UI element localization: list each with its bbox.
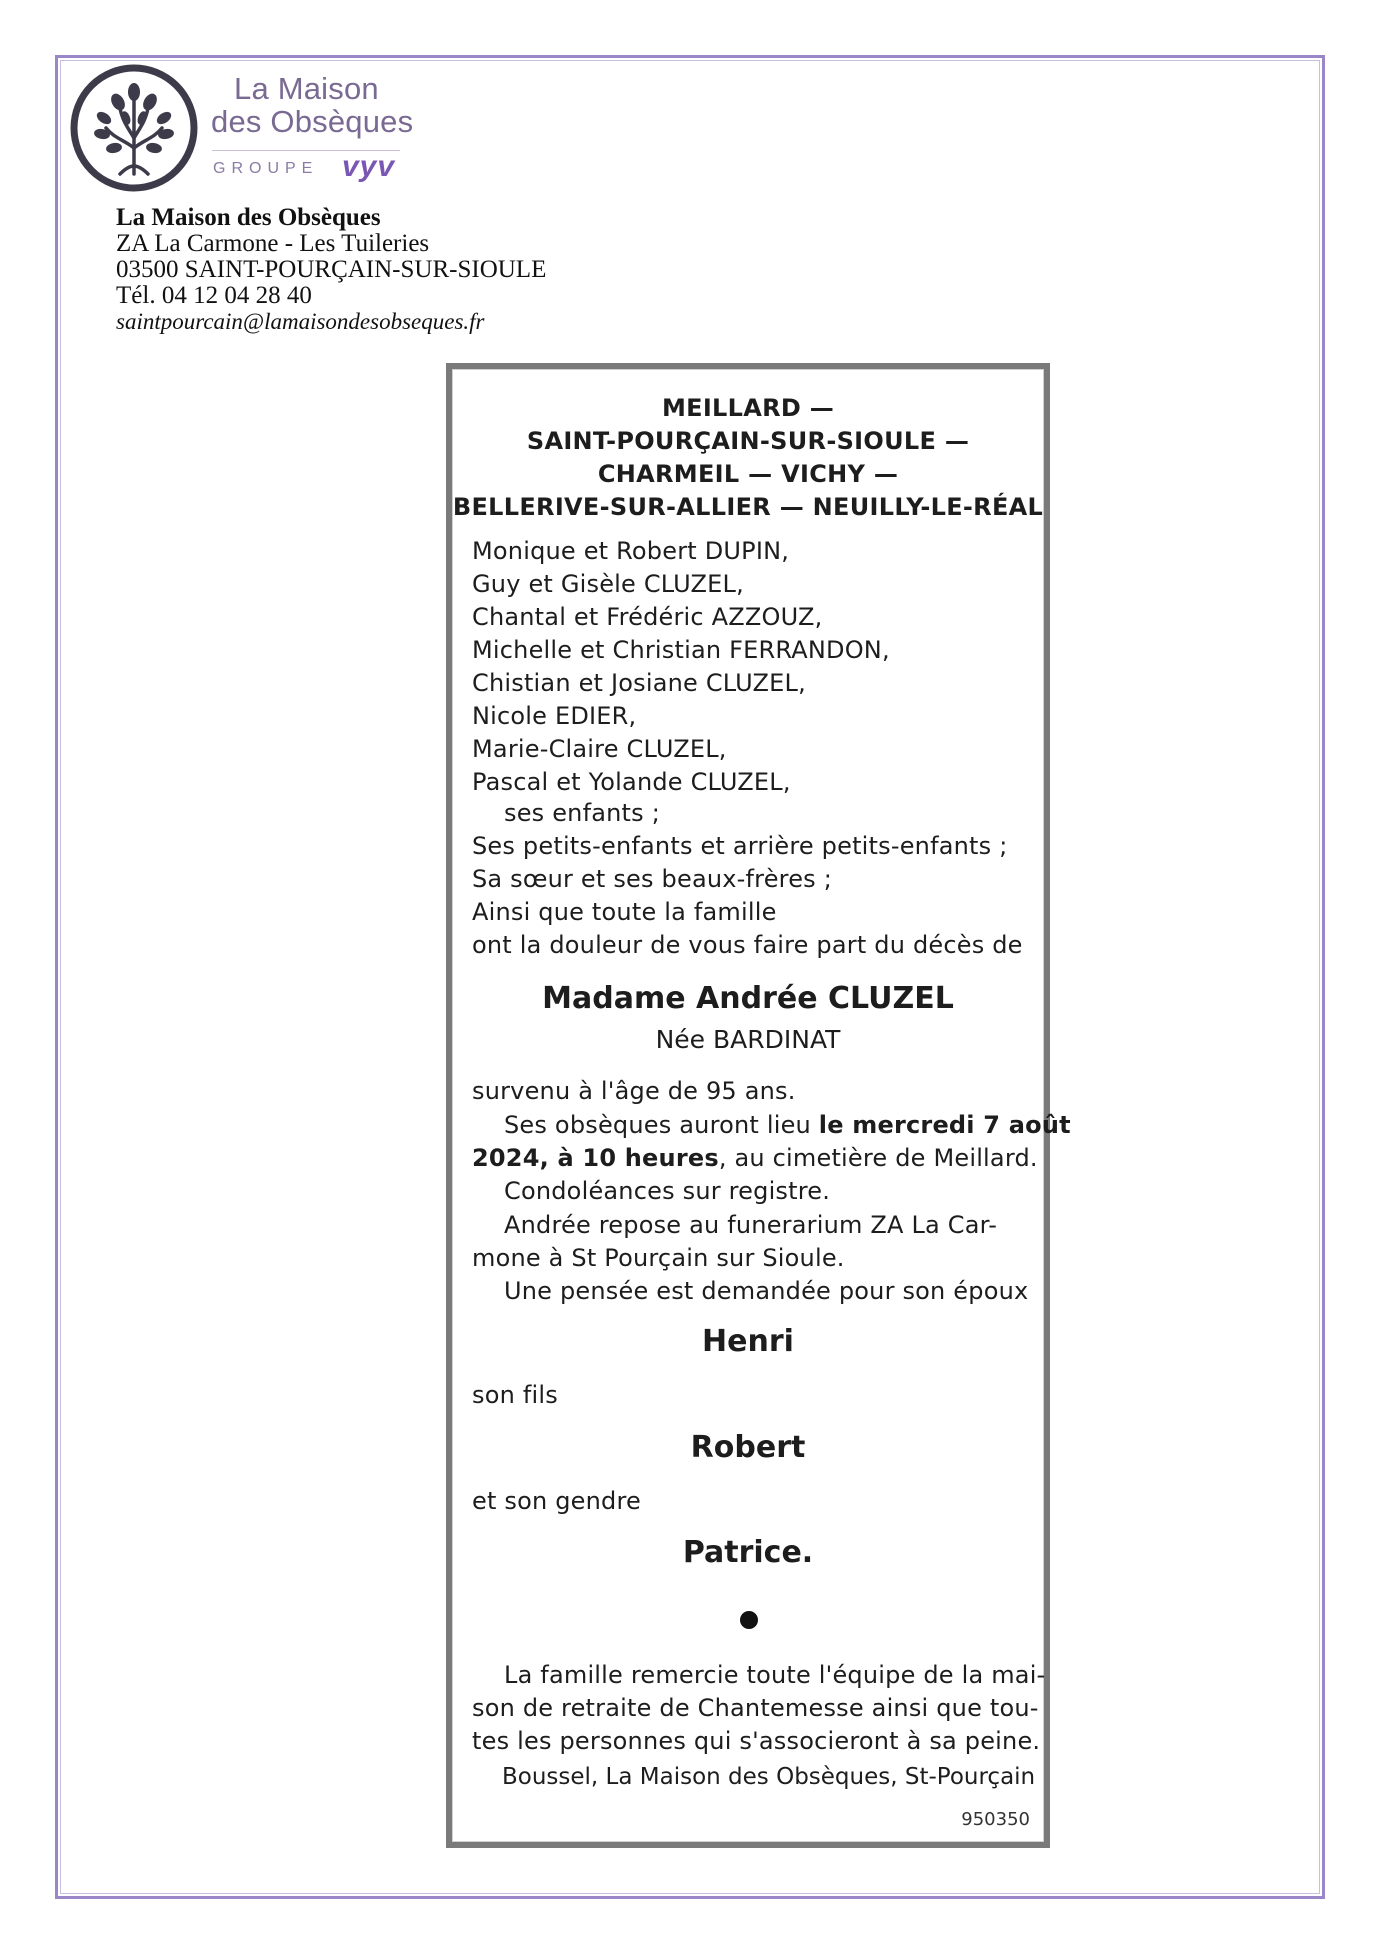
notice-header-line: SAINT-POURÇAIN-SUR-SIOULE — <box>526 427 970 455</box>
rest-line1: Andrée repose au funerarium ZA La Car- <box>504 1211 998 1239</box>
address-block <box>116 205 546 335</box>
signature: Boussel, La Maison des Obsèques, St-Pourçain <box>502 1764 1036 1790</box>
company-name: La Maison des Obsèques <box>116 204 381 231</box>
enfants-line: ses enfants ; <box>504 799 660 827</box>
family-line: ont la douleur de vous faire part du décès de <box>472 931 1023 959</box>
family-line: Chistian et Josiane CLUZEL, <box>472 669 806 697</box>
son-name: Robert <box>690 1430 806 1465</box>
tree-circle-icon <box>68 62 204 198</box>
family-line: Marie-Claire CLUZEL, <box>472 735 727 763</box>
obituary-notice <box>446 363 1071 1848</box>
family-line: Ainsi que toute la famille <box>472 898 777 926</box>
son-in-law-label: et son gendre <box>472 1487 641 1515</box>
notice-header-line: CHARMEIL — VICHY — <box>597 460 899 488</box>
family-line: Nicole EDIER, <box>472 702 637 730</box>
funeral-line1: Ses obsèques auront lieu le mercredi 7 août <box>504 1111 1071 1139</box>
email-link[interactable]: saintpourcain@lamaisondesobseques.fr <box>116 309 485 334</box>
condolences-line: Condoléances sur registre. <box>504 1177 831 1205</box>
company-logo <box>68 62 414 197</box>
reference-number: 950350 <box>961 1809 1030 1830</box>
spouse-name: Henri <box>702 1324 794 1359</box>
family-line: Ses petits-enfants et arrière petits-enfants ; <box>472 832 1008 860</box>
family-line: Michelle et Christian FERRANDON, <box>472 636 890 664</box>
thanks-line1: La famille remercie toute l'équipe de la mai- <box>504 1661 1046 1689</box>
family-line: Chantal et Frédéric AZZOUZ, <box>472 603 823 631</box>
bullet-separator <box>740 1611 758 1629</box>
funeral-line2: 2024, à 10 heures, au cimetière de Meillard. <box>472 1144 1038 1172</box>
logo-text-line2: des Obsèques <box>211 104 414 139</box>
age-line: survenu à l'âge de 95 ans. <box>472 1077 796 1105</box>
logo-text-line1: La Maison <box>234 71 379 106</box>
thanks-line2: son de retraite de Chantemesse ainsi que tou- <box>472 1694 1039 1722</box>
maiden-name: Née BARDINAT <box>655 1025 841 1054</box>
rest-line2: mone à St Pourçain sur Sioule. <box>472 1244 845 1272</box>
phone: Tél. 04 12 04 28 40 <box>116 282 312 309</box>
deceased-name: Madame Andrée CLUZEL <box>542 981 954 1016</box>
son-in-law-name: Patrice. <box>682 1535 814 1570</box>
address-line2: 03500 SAINT-POURÇAIN-SUR-SIOULE <box>116 256 547 283</box>
address-line1: ZA La Carmone - Les Tuileries <box>116 230 430 257</box>
thought-line: Une pensée est demandée pour son époux <box>504 1277 1029 1305</box>
notice-header-line: BELLERIVE-SUR-ALLIER — NEUILLY-LE-RÉAL <box>452 493 1044 521</box>
thanks-line3: tes les personnes qui s'associeront à sa peine. <box>472 1727 1041 1755</box>
family-line: Monique et Robert DUPIN, <box>472 537 790 565</box>
notice-header-line: MEILLARD — <box>661 394 835 422</box>
family-line: Guy et Gisèle CLUZEL, <box>472 570 744 598</box>
family-line: Pascal et Yolande CLUZEL, <box>472 768 791 796</box>
logo-brand-text: vyv <box>342 150 396 183</box>
family-line: Sa sœur et ses beaux-frères ; <box>472 865 832 893</box>
son-label: son fils <box>472 1381 558 1409</box>
logo-groupe-text: GROUPE <box>213 160 319 177</box>
